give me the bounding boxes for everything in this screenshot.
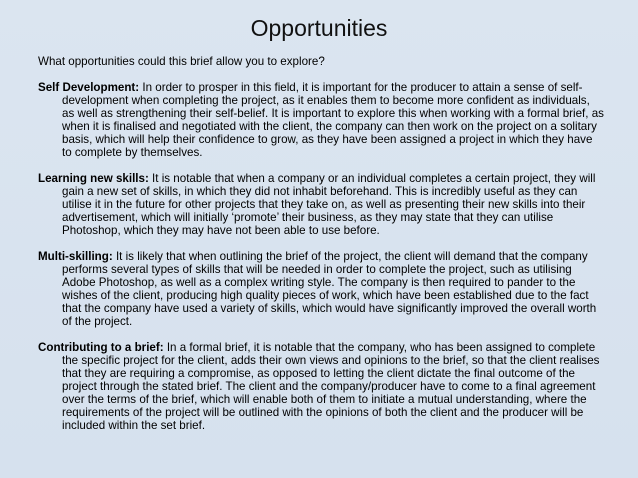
section-heading: Contributing to a brief: (38, 341, 164, 354)
section-body: In order to prosper in this field, it is important for the producer to attain a sense of self-development when completing the project, as it enables them to become more confident as individuals, as well as strengthening their self-belief. It is important to explore this when working with a formal brief, as when it is finalised and negotiated with the client, the company can then work on the project on a solitary basis, which will help their confidence to grow, as they have been assigned a project in which they have to complete by themselves. (62, 81, 604, 159)
section-heading: Multi-skilling: (38, 250, 113, 263)
intro-question: What opportunities could this brief allow you to explore? (38, 55, 325, 68)
section-heading: Self Development: (38, 81, 140, 94)
slide-body (38, 55, 604, 445)
section-self-development (38, 81, 604, 159)
section-body: It is notable that when a company or an individual completes a certain project, they will gain a new set of skills, in which they did not inhabit beforehand. This is incredibly useful as they can utilise it in the future for other projects that they take on, as well as presenting their new skills into their advertisement, which will initially ‘promote’ their business, as they may state that they can utilise Photoshop, which they may have not been able to use before. (62, 172, 596, 237)
section-heading: Learning new skills: (38, 172, 149, 185)
slide-title: Opportunities (250, 15, 388, 41)
section-multi-skilling (38, 250, 604, 328)
section-contributing-to-a-brief (38, 341, 604, 432)
section-body: It is likely that when outlining the brief of the project, the client will demand that the company performs several types of skills that will be needed in order to complete the project, such as utilising Adobe Photoshop, as well as a complex writing style. The company is then required to pander to the wishes of the client, producing high quality pieces of work, which have been established due to the fact that the company have used a variety of skills, which would have significantly improved the overall worth of the project. (62, 250, 597, 328)
section-learning-new-skills (38, 172, 604, 237)
section-body: In a formal brief, it is notable that the company, who has been assigned to complete the specific project for the client, adds their own views and opinions to the brief, so that the client realises that they are requiring a compromise, as opposed to letting the client dictate the final outcome of the project through the stated brief. The client and the company/producer have to come to a final agreement over the terms of the brief, which will enable both of them to initiate a mutual understanding, where the requirements of the project will be outlined with the opinions of both the client and the producer will be included within the set brief. (62, 341, 600, 432)
